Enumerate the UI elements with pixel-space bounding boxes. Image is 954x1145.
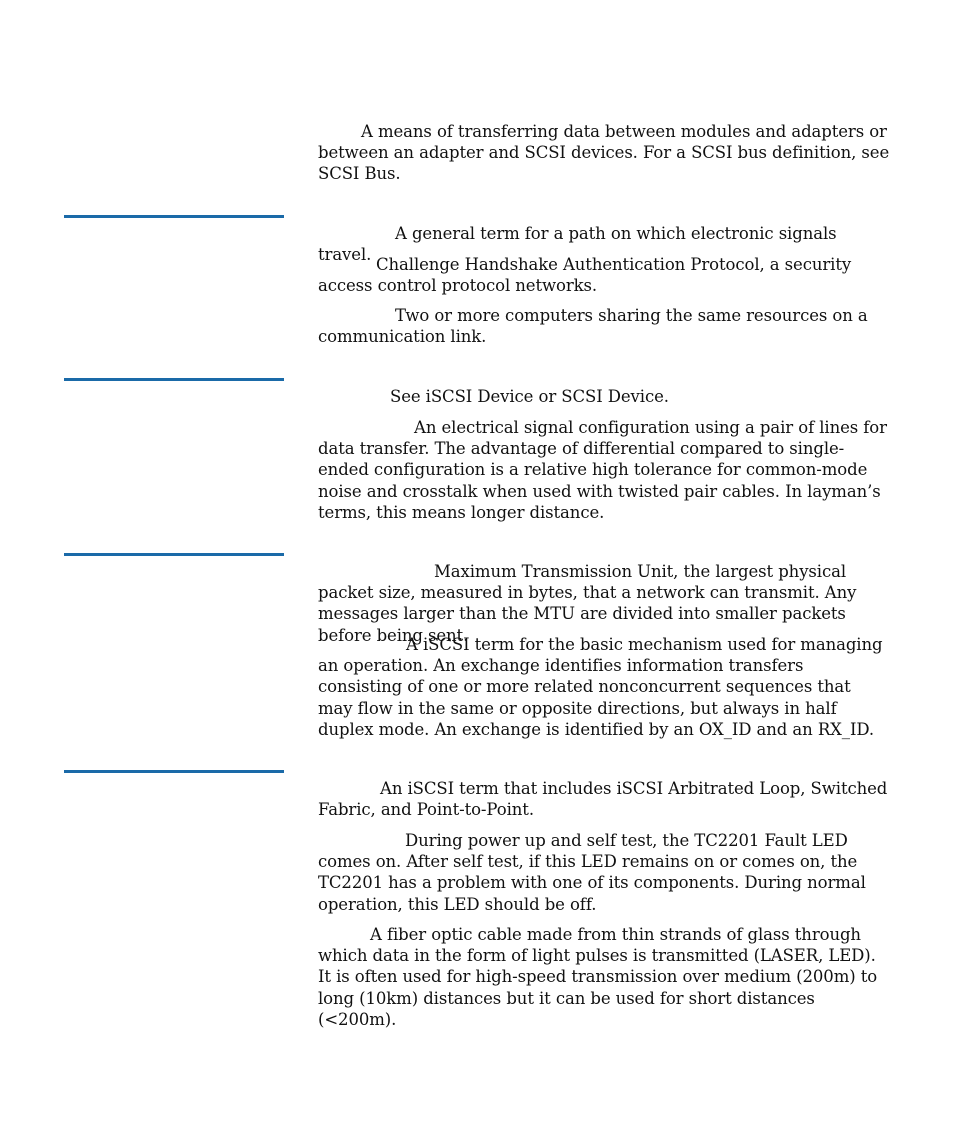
section-divider-d	[64, 378, 284, 381]
definition-cluster: Two or more computers sharing the same resources on a communication link.	[318, 306, 868, 347]
definition-mtu: Maximum Transmission Unit, the largest physical packet size, measured in bytes, that a network can transmit. Any messages larger than the MTU are divided into smaller packets before being sent.	[318, 562, 857, 645]
definition-bus: A means of transferring data between modules and adapters or between an adapter and SCSI devices. For a SCSI bus definition, see SCSI Bus.	[318, 122, 890, 184]
definition-device: See iSCSI Device or SCSI Device.	[390, 387, 669, 406]
definition-fabric: An iSCSI term that includes iSCSI Arbitrated Loop, Switched Fabric, and Point-to-Point.	[318, 779, 888, 820]
definition-chap: Challenge Handshake Authentication Protocol, a security access control protocol networks.	[318, 255, 852, 296]
section-divider-f	[64, 770, 284, 773]
definition-differential: An electrical signal configuration using a pair of lines for data transfer. The advantage of differential compared to single-ended configuration is a relative high tolerance for common-mode noise and crosstalk when used with twisted pair cables. In layman’s terms, this means longer distance.	[318, 418, 887, 522]
section-divider-e	[64, 553, 284, 556]
definition-channel: A general term for a path on which electronic signals travel.	[318, 224, 837, 265]
definition-exchange: A iSCSI term for the basic mechanism used for managing an operation. An exchange identifies information transfers consisting of one or more related nonconcurrent sequences that may flow in the same or opposite directions, but always in half duplex mode. An exchange is identified by an OX_ID and an RX_ID.	[318, 635, 883, 739]
definition-fiber: A fiber optic cable made from thin strands of glass through which data in the form of light pulses is transmitted (LASER, LED). It is often used for high-speed transmission over medium (200m) to long (10km) distances but it can be used for short distances (<200m).	[318, 925, 878, 1029]
definition-fault-led: During power up and self test, the TC2201 Fault LED comes on. After self test, if this LED remains on or comes on, the TC2201 has a problem with one of its components. During normal operation, this LED should be off.	[318, 831, 866, 914]
section-divider-c	[64, 215, 284, 218]
